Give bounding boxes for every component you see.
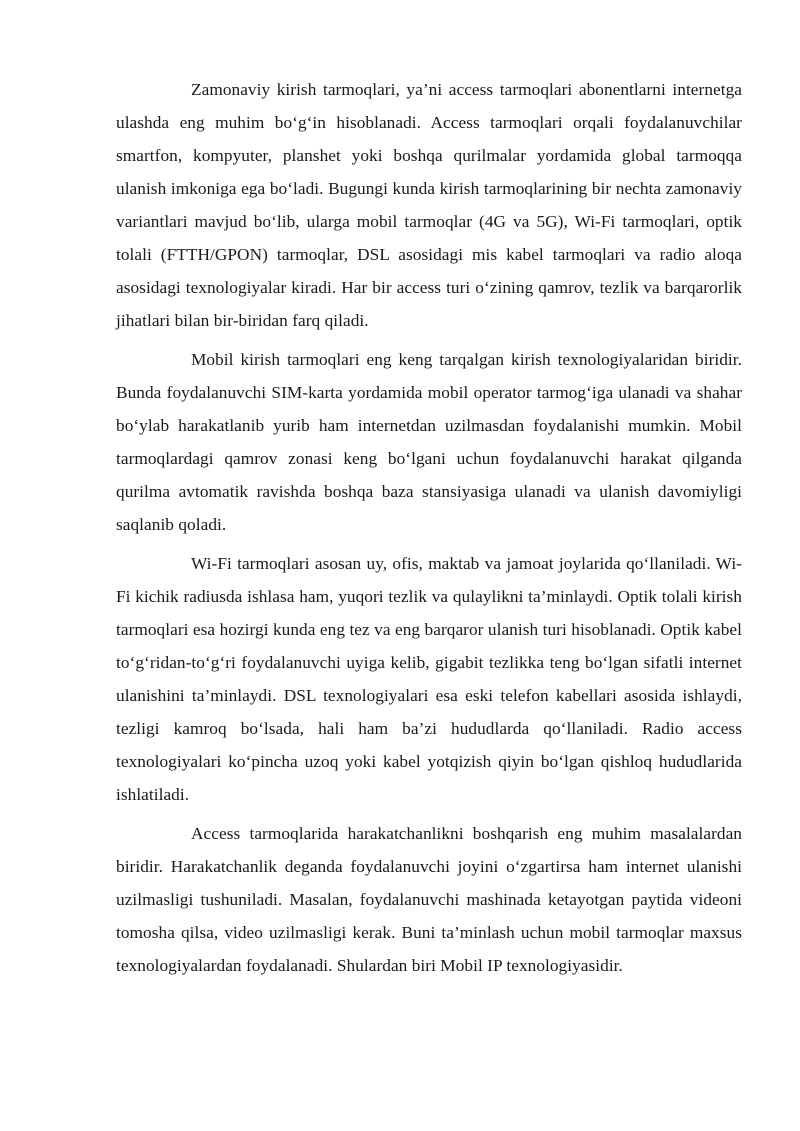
document-body — [116, 73, 742, 988]
paragraph-wifi-optical-dsl-radio: Wi-Fi tarmoqlari asosan uy, ofis, maktab va jamoat joylarida qo‘llaniladi. Wi-Fi kichik radiusda ishlasa ham, yuqori tezlik va qulaylikni ta’minlaydi. Optik tolali kirish tarmoqlari esa hozirgi kunda eng tez va eng barqaror ulanish turi hisoblanadi. Optik kabel to‘g‘ridan-to‘g‘ri foydalanuvchi uyiga kelib, gigabit tezlikka teng bo‘lgan sifatli internet ulanishini ta’minlaydi. DSL texnologiyalari esa eski telefon kabellari asosida ishlaydi, tezligi kamroq bo‘lsada, hali ham ba’zi hududlarda qo‘llaniladi. Radio access texnologiyalari ko‘pincha uzoq yoki kabel yotqizish qiyin bo‘lgan qishloq hududlarida ishlatiladi. — [116, 554, 742, 804]
paragraph-mobility-management: Access tarmoqlarida harakatchanlikni boshqarish eng muhim masalalardan biridir. Harakatchanlik deganda foydalanuvchi joyini o‘zgartirsa ham internet ulanishi uzilmasligi tushuniladi. Masalan, foydalanuvchi mashinada ketayotgan paytida videoni tomosha qilsa, video uzilmasligi kerak. Buni ta’minlash uchun mobil tarmoqlar maxsus texnologiyalardan foydalanadi. Shulardan biri Mobil IP texnologiyasidir. — [116, 824, 742, 975]
paragraph-access-networks-intro: Zamonaviy kirish tarmoqlari, ya’ni access tarmoqlari abonentlarni internetga ulashda eng muhim bo‘g‘in hisoblanadi. Access tarmoqlari orqali foydalanuvchilar smartfon, kompyuter, planshet yoki boshqa qurilmalar yordamida global tarmoqqa ulanish imkoniga ega bo‘ladi. Bugungi kunda kirish tarmoqlarining bir nechta zamonaviy variantlari mavjud bo‘lib, ularga mobil tarmoqlar (4G va 5G), Wi-Fi tarmoqlari, optik tolali (FTTH/GPON) tarmoqlar, DSL asosidagi mis kabel tarmoqlari va radio aloqa asosidagi texnologiyalar kiradi. Har bir access turi o‘zining qamrov, tezlik va barqarorlik jihatlari bilan bir-biridan farq qiladi. — [116, 80, 742, 330]
paragraph-mobile-access: Mobil kirish tarmoqlari eng keng tarqalgan kirish texnologiyalaridan biridir. Bunda foydalanuvchi SIM-karta yordamida mobil operator tarmog‘iga ulanadi va shahar bo‘ylab harakatlanib yurib ham internetdan uzilmasdan foydalanishi mumkin. Mobil tarmoqlardagi qamrov zonasi keng bo‘lgani uchun foydalanuvchi harakat qilganda qurilma avtomatik ravishda boshqa baza stansiyasiga ulanadi va ulanish davomiyligi saqlanib qoladi. — [116, 350, 742, 534]
